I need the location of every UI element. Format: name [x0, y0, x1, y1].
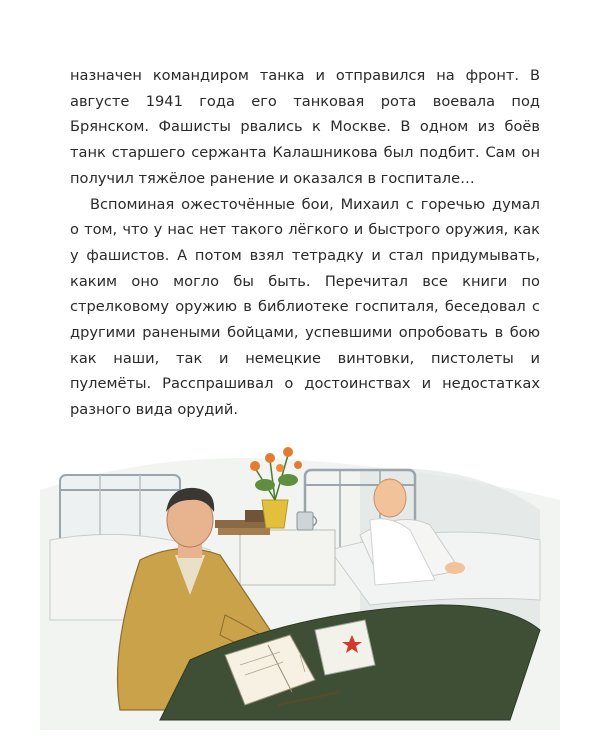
paragraph-2: Вспоминая ожесточённые бои, Михаил с горечью думал о том, что у нас нет такого лёгкого и быстрого оружия, как у фашистов. А потом взял тетрадку и стал придумывать, каким оно могло бы быть. Перечитал все книги по стрелковому оружию в библиотеке госпиталя, беседовал с другими ранеными бойцами, успевшими опробовать в бою как наши, так и немецкие винтовки, пистолеты и пулемёты. Расспрашивал о достоинствах и недостатках разного вида орудий.	[70, 195, 540, 419]
letter	[315, 620, 375, 675]
hospital-illustration	[40, 430, 560, 730]
paragraph-1: назначен командиром танка и отправился на фронт. В августе 1941 года его танковая рота воевала под Брянском. Фашисты рвались к Москве. В одном из боёв танк старшего сержанта Калашникова был подбит. Сам он получил тяжёлое ранение и оказался в госпитале…	[70, 67, 540, 187]
story-text	[70, 63, 540, 423]
